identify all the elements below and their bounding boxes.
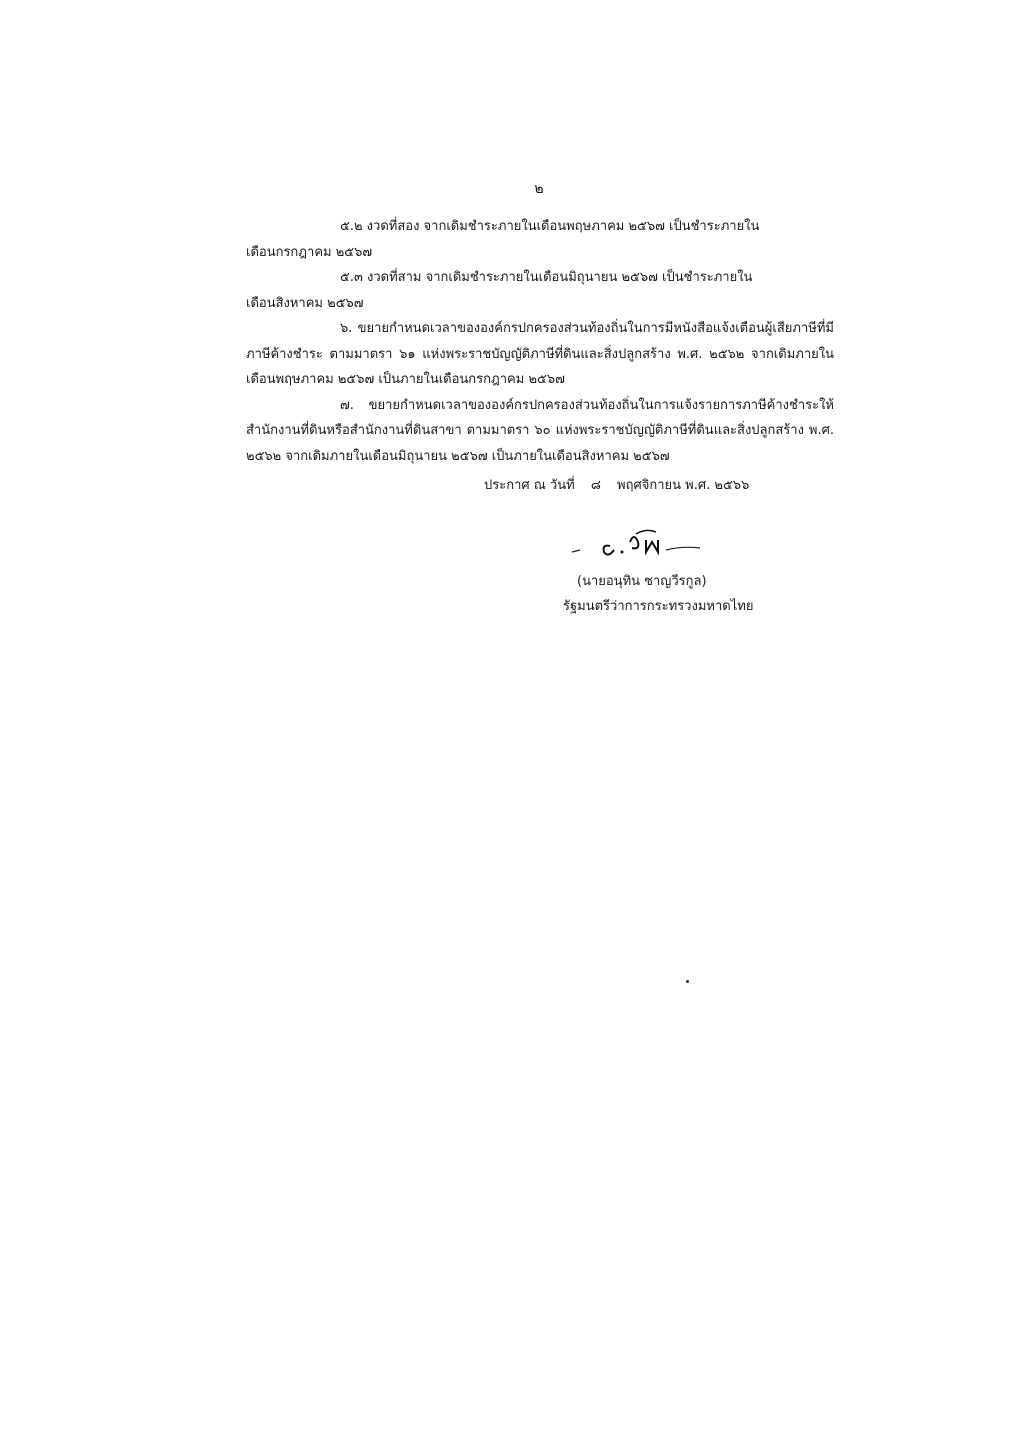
paragraph-5-3: ๕.๓ งวดที่สาม จากเดิมชำระภายในเดือนมิถุนายน ๒๕๖๗ เป็นชำระภายใน [340,270,753,285]
announcement-day: ๘ [590,478,601,493]
paragraph-5-2: ๕.๒ งวดที่สอง จากเดิมชำระภายในเดือนพฤษภาคม ๒๕๖๗ เป็นชำระภายใน [340,219,760,234]
page-number: ๒ [534,181,544,197]
scan-speck [686,980,689,983]
signer-name: (นายอนุทิน ชาญวีรกูล) [577,574,707,589]
document-body [246,214,834,469]
signer-title: รัฐมนตรีว่าการกระทรวงมหาดไทย [563,599,754,614]
paragraph-5-2-continued: เดือนกรกฎาคม ๒๕๖๗ [246,244,373,260]
announcement-date [484,474,761,495]
announcement-month-year: พฤศจิกายน พ.ศ. ๒๕๖๖ [617,478,750,493]
handwritten-signature [570,522,710,562]
announcement-prefix: ประกาศ ณ วันที่ [484,478,575,493]
paragraph-7: ๗. ขยายกำหนดเวลาขององค์กรปกครองส่วนท้องถิ่นในการแจ้งรายการภาษีค้างชำระให้สำนักงานที่ดินหรือสำนักงานที่ดินสาขา ตามมาตรา ๖๐ แห่งพระราชบัญญัติภาษีที่ดินและสิ่งปลูกสร้าง พ.ศ. ๒๕๖๒ จากเดิมภายในเดือนมิถุนายน ๒๕๖๗ เป็นภายในเดือนสิงหาคม ๒๕๖๗ [246,397,834,464]
paragraph-5-3-continued: เดือนสิงหาคม ๒๕๖๗ [246,295,364,311]
paragraph-6: ๖. ขยายกำหนดเวลาขององค์กรปกครองส่วนท้องถิ่นในการมีหนังสือแจ้งเตือนผู้เสียภาษีที่มีภาษีค้างชำระ ตามมาตรา ๖๑ แห่งพระราชบัญญัติภาษีที่ดินและสิ่งปลูกสร้าง พ.ศ. ๒๕๖๒ จากเดิมภายในเดือนพฤษภาคม ๒๕๖๗ เป็นภายในเดือนกรกฎาคม ๒๕๖๗ [246,321,834,387]
